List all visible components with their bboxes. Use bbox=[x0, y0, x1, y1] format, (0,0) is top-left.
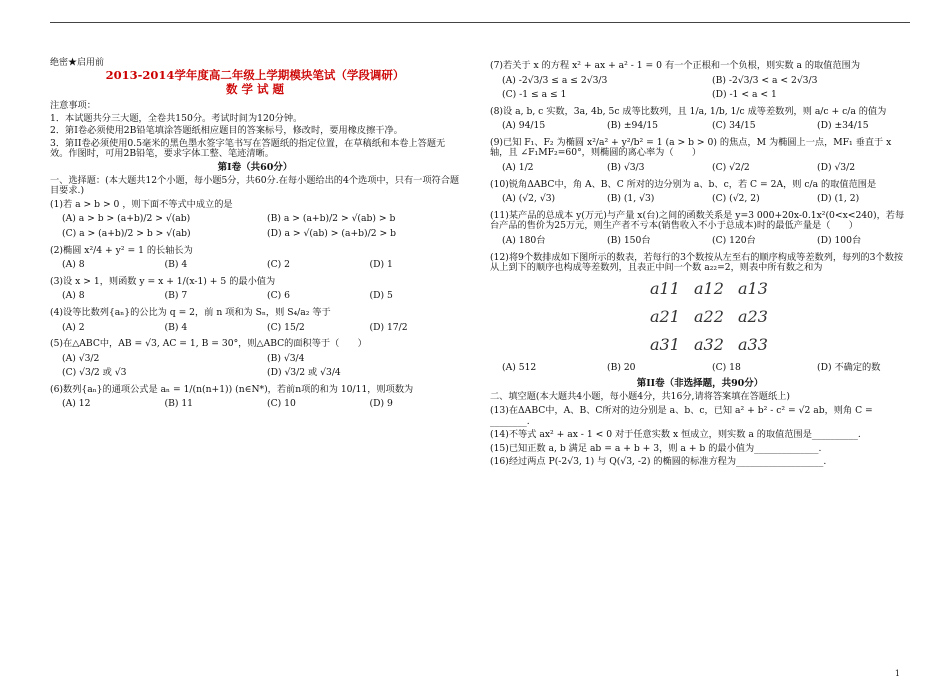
answer-option: (D) 5 bbox=[369, 290, 393, 302]
table-cell: a33 bbox=[738, 335, 768, 355]
answer-options bbox=[490, 192, 910, 207]
question-stem: (5)在△ABC中，AB = √3, AC = 1, B = 30°，则△ABC的面积等于（ ） bbox=[50, 338, 367, 350]
answer-options bbox=[490, 161, 910, 176]
answer-option: (A) 8 bbox=[62, 290, 85, 302]
question-stem: (1)若 a > b > 0 ，则下面不等式中成立的是 bbox=[50, 198, 233, 210]
answer-option: (C) √2/2 bbox=[712, 162, 750, 174]
answer-option: (A) a > b > (a+b)/2 > √(ab) bbox=[62, 213, 191, 225]
answer-option: (C) 10 bbox=[267, 398, 296, 410]
left-questions bbox=[50, 200, 460, 412]
answer-option: (C) 120台 bbox=[712, 234, 756, 246]
question-stem: (6)数列{aₙ}的通项公式是 aₙ = 1/(n(n+1)) (n∈N*)，若前n项的和为 10/11，则项数为 bbox=[50, 383, 414, 395]
question-stem: (3)设 x > 1，则函数 y = x + 1/(x-1) + 5 的最小值为 bbox=[50, 275, 276, 287]
right-questions bbox=[490, 61, 910, 375]
answer-option: (B) 20 bbox=[607, 361, 636, 373]
fill-item: (16)经过两点 P(-2√3, 1) 与 Q(√3, -2) 的椭圆的标准方程为___________________. bbox=[490, 456, 827, 468]
question-stem: (2)椭圆 x²/4 + y² = 1 的长轴长为 bbox=[50, 244, 193, 256]
exam-subject: 数 学 试 题 bbox=[225, 82, 284, 97]
answer-option: (C) (√2, 2) bbox=[712, 193, 760, 205]
answer-option: (D) √3/2 或 √3/4 bbox=[267, 367, 341, 379]
answer-option: (C) √3/2 或 √3 bbox=[62, 367, 127, 379]
fill-item: (15)已知正数 a, b 满足 ab = a + b + 3，则 a + b 的最小值为______________. bbox=[490, 442, 822, 454]
answer-option: (B) 4 bbox=[164, 259, 188, 271]
answer-option: (D) (1, 2) bbox=[817, 193, 860, 205]
answer-options bbox=[490, 361, 910, 376]
answer-option: (A) 12 bbox=[62, 398, 91, 410]
answer-option: (D) √3/2 bbox=[817, 162, 856, 174]
part1-heading: 第I卷（共60分） bbox=[217, 161, 293, 173]
answer-option: (A) √3/2 bbox=[62, 352, 100, 364]
answer-option: (C) 15/2 bbox=[267, 321, 305, 333]
answer-option: (C) 18 bbox=[712, 361, 741, 373]
answer-option: (B) 7 bbox=[164, 290, 188, 302]
answer-options bbox=[490, 119, 910, 134]
section-choice-intro: 一、选择题：(本大题共12个小题，每小题5分，共60分.在每小题给出的4个选项中，只有一项符合题目要求.) bbox=[50, 174, 460, 197]
table-cell: a12 bbox=[694, 278, 724, 298]
answer-option: (D) 不确定的数 bbox=[817, 361, 881, 373]
question-stem: (9)已知 F₁、F₂ 为椭圆 x²/a² + y²/b² = 1 (a > b > 0) 的焦点，M 为椭圆上一点，MF₁ 垂直于 x 轴，且 ∠F₁MF₂=60°，则椭圆的离心率为（ ） bbox=[490, 136, 892, 159]
answer-option: (A) 8 bbox=[62, 259, 85, 271]
answer-options bbox=[50, 258, 460, 273]
answer-options bbox=[50, 212, 460, 241]
answer-option: (B) √3/4 bbox=[267, 352, 305, 364]
answer-option: (A) (√2, √3) bbox=[502, 193, 556, 205]
answer-option: (B) ±94/15 bbox=[607, 120, 659, 132]
page-number: 1 bbox=[894, 669, 900, 678]
answer-options bbox=[50, 321, 460, 336]
answer-option: (D) 1 bbox=[369, 259, 393, 271]
number-table bbox=[650, 280, 910, 355]
table-cell: a21 bbox=[650, 307, 680, 327]
answer-option: (A) 512 bbox=[502, 361, 537, 373]
question-stem: (10)锐角ΔABC中，角 A、B、C 所对的边分别为 a、b、c，若 C = 2A，则 c/a 的取值范围是 bbox=[490, 178, 877, 190]
right-column bbox=[490, 58, 910, 470]
answer-option: (B) -2√3/3 < a < 2√3/3 bbox=[712, 74, 818, 86]
fill-item: (14)不等式 ax² + ax - 1 < 0 对于任意实数 x 恒成立，则实数 a 的取值范围是__________. bbox=[490, 429, 861, 441]
answer-option: (C) 2 bbox=[267, 259, 290, 271]
exam-title: 2013-2014学年度高二年级上学期模块笔试（学段调研） bbox=[105, 68, 405, 83]
answer-option: (D) a > √(ab) > (a+b)/2 > b bbox=[267, 228, 396, 240]
secret-label: 绝密★启用前 bbox=[50, 58, 105, 68]
note-item: 2．第I卷必须使用2B铅笔填涂答题纸相应题目的答案标号，修改时，要用橡皮擦干净。 bbox=[50, 125, 403, 137]
answer-options bbox=[50, 289, 460, 304]
left-column bbox=[50, 58, 460, 416]
fill-item: (13)在ΔABC中，A、B、C所对的边分别是 a、b、c，已知 a² + b² - c² = √2 ab，则角 C = ________. bbox=[490, 404, 873, 427]
answer-option: (B) 11 bbox=[164, 398, 194, 410]
table-cell: a32 bbox=[694, 335, 724, 355]
answer-option: (B) 150台 bbox=[607, 234, 651, 246]
answer-option: (A) 1/2 bbox=[502, 162, 534, 174]
answer-option: (A) 94/15 bbox=[502, 120, 546, 132]
table-cell: a11 bbox=[650, 278, 680, 298]
table-cell: a13 bbox=[738, 278, 768, 298]
answer-option: (C) a > (a+b)/2 > b > √(ab) bbox=[62, 228, 191, 240]
question-stem: (11)某产品的总成本 y(万元)与产量 x(台)之间的函数关系是 y=3 000+20x-0.1x²(0<x<240)，若每台产品的售价为25万元，则生产者不亏本(销售收入不小于总成本)时的最低产量是（ ） bbox=[490, 209, 905, 232]
question-stem: (8)设 a, b, c 实数，3a, 4b, 5c 成等比数列，且 1/a, 1/b, 1/c 成等差数列，则 a/c + c/a 的值为 bbox=[490, 105, 887, 117]
answer-option: (C) -1 ≤ a ≤ 1 bbox=[502, 89, 567, 101]
table-cell: a22 bbox=[694, 307, 724, 327]
question-stem: (4)设等比数列{aₙ}的公比为 q = 2，前 n 项和为 Sₙ，则 S₄/a₂ 等于 bbox=[50, 306, 331, 318]
answer-option: (D) 17/2 bbox=[369, 321, 408, 333]
answer-option: (D) ±34/15 bbox=[817, 120, 869, 132]
table-cell: a31 bbox=[650, 335, 680, 355]
answer-option: (A) 2 bbox=[62, 321, 85, 333]
answer-option: (D) -1 < a < 1 bbox=[712, 89, 777, 101]
answer-option: (D) 9 bbox=[369, 398, 393, 410]
answer-option: (B) (1, √3) bbox=[607, 193, 655, 205]
answer-option: (B) a > (a+b)/2 > √(ab) > b bbox=[267, 213, 396, 225]
note-item: 1．本试题共分三大题，全卷共150分。考试时间为120分钟。 bbox=[50, 112, 303, 124]
answer-options bbox=[490, 74, 910, 103]
question-stem: (12)将9个数排成如下图所示的数表，若每行的3个数按从左至右的顺序构成等差数列，每列的3个数按从上到下的顺序也构成等差数列，且表正中间一个数 a₂₂=2，则表中所有数之和为 bbox=[490, 251, 904, 274]
answer-option: (A) -2√3/3 ≤ a ≤ 2√3/3 bbox=[502, 74, 608, 86]
answer-option: (C) 34/15 bbox=[712, 120, 756, 132]
question-stem: (7)若关于 x 的方程 x² + ax + a² - 1 = 0 有一个正根和一个负根，则实数 a 的取值范围为 bbox=[490, 60, 861, 71]
note-item: 3．第II卷必须使用0.5毫米的黑色墨水签字笔书写在答题纸的指定位置，在草稿纸和本卷上答题无效。作图时，可用2B铅笔，要求字体工整、笔迹清晰。 bbox=[50, 137, 446, 160]
table-cell: a23 bbox=[738, 307, 768, 327]
answer-option: (B) 4 bbox=[164, 321, 188, 333]
answer-option: (A) 180台 bbox=[502, 234, 546, 246]
part2-heading: 第II卷（非选择题，共90分） bbox=[636, 378, 764, 390]
answer-option: (D) 100台 bbox=[817, 234, 862, 246]
answer-option: (B) √3/3 bbox=[607, 162, 645, 174]
answer-options bbox=[490, 234, 910, 249]
answer-option: (C) 6 bbox=[267, 290, 290, 302]
section-fill-intro: 二、填空题(本大题共4小题，每小题4分，共16分,请将答案填在答题纸上) bbox=[490, 391, 790, 403]
answer-options bbox=[50, 397, 460, 412]
top-rule bbox=[50, 22, 910, 23]
notes-heading: 注意事项： bbox=[50, 99, 96, 111]
answer-options bbox=[50, 352, 460, 381]
